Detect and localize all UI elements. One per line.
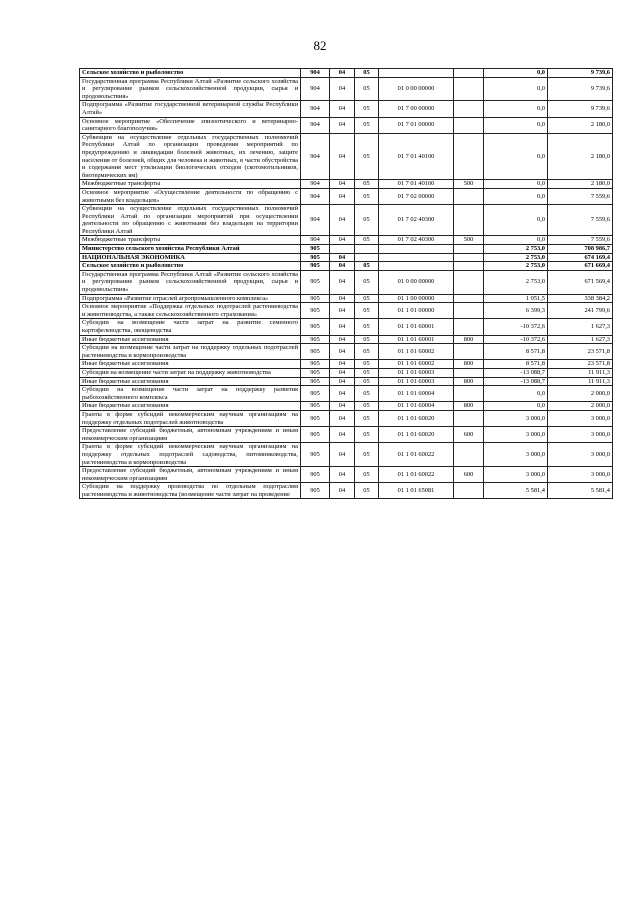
amount-total-cell: 2 180,0 <box>548 180 613 189</box>
subsection-code-cell: 05 <box>355 294 379 303</box>
table-row <box>80 270 613 294</box>
expense-type-cell: 500 <box>454 236 484 245</box>
amount-total-cell: 2 000,0 <box>548 402 613 411</box>
subsection-code-cell: 05 <box>355 133 379 180</box>
subsection-code-cell: 05 <box>355 335 379 344</box>
budget-table-body <box>80 69 613 499</box>
section-code-cell: 04 <box>330 77 355 101</box>
amount-change-cell: 1 051,5 <box>484 294 548 303</box>
amount-total-cell: 2 000,0 <box>548 386 613 402</box>
row-name-cell: Субвенции на осуществление отдельных государственных полномочий Республики Алтай по организации проведения мероприятий по предупреждению и ликвидации болезней животных, их лечению, защите населения от болезней, общих для человека и животных, в части обустройства и содержания мест утилизации биологических отходов (скотомогильников, биотермических ям) <box>80 133 301 180</box>
expense-type-cell <box>454 205 484 236</box>
amount-total-cell: 3 000,0 <box>548 443 613 467</box>
row-name-cell: Подпрограмма «Развитие государственной ветеринарной службы Республики Алтай» <box>80 101 301 117</box>
subsection-code-cell: 05 <box>355 368 379 377</box>
table-row <box>80 360 613 369</box>
ved-code-cell: 904 <box>301 101 330 117</box>
amount-total-cell: 7 559,6 <box>548 205 613 236</box>
subsection-code-cell: 05 <box>355 402 379 411</box>
ved-code-cell: 904 <box>301 180 330 189</box>
target-article-cell: 01 7 01 40100 <box>379 180 454 189</box>
expense-type-cell <box>454 410 484 426</box>
amount-change-cell: 3 000,0 <box>484 467 548 483</box>
amount-change-cell: 0,0 <box>484 402 548 411</box>
amount-total-cell: 2 180,0 <box>548 117 613 133</box>
amount-change-cell: 3 000,0 <box>484 443 548 467</box>
table-row <box>80 253 613 262</box>
target-article-cell <box>379 262 454 271</box>
amount-total-cell: 3 000,0 <box>548 427 613 443</box>
amount-change-cell: 2 753,0 <box>484 245 548 254</box>
row-name-cell: Предоставление субсидий бюджетным, автономным учреждениям и иным некоммерческим организациям <box>80 427 301 443</box>
row-name-cell: Основное мероприятие «Обеспечение эпизоотического и ветеринарно-санитарного благополучия» <box>80 117 301 133</box>
table-row <box>80 443 613 467</box>
subsection-code-cell <box>355 253 379 262</box>
ved-code-cell: 904 <box>301 205 330 236</box>
expense-type-cell <box>454 69 484 78</box>
subsection-code-cell: 05 <box>355 377 379 386</box>
amount-change-cell: 0,0 <box>484 133 548 180</box>
subsection-code-cell: 05 <box>355 467 379 483</box>
target-article-cell: 01 7 02 00000 <box>379 188 454 204</box>
ved-code-cell: 904 <box>301 236 330 245</box>
amount-change-cell: -13 088,7 <box>484 368 548 377</box>
table-row <box>80 344 613 360</box>
target-article-cell: 01 7 02 40300 <box>379 205 454 236</box>
amount-total-cell: 241 799,6 <box>548 303 613 319</box>
table-row <box>80 377 613 386</box>
section-code-cell: 04 <box>330 344 355 360</box>
amount-change-cell: 2 753,0 <box>484 253 548 262</box>
target-article-cell: 01 1 01 00000 <box>379 303 454 319</box>
amount-total-cell: 671 669,4 <box>548 262 613 271</box>
amount-change-cell: -10 372,6 <box>484 319 548 335</box>
amount-total-cell: 9 739,6 <box>548 69 613 78</box>
subsection-code-cell: 05 <box>355 101 379 117</box>
table-row <box>80 402 613 411</box>
row-name-cell: Предоставление субсидий бюджетным, автономным учреждениям и иным некоммерческим организациям <box>80 467 301 483</box>
row-name-cell: Государственная программа Республики Алтай «Развитие сельского хозяйства и регулирование рынков сельскохозяйственной продукции, сырья и продовольствия» <box>80 270 301 294</box>
subsection-code-cell: 05 <box>355 319 379 335</box>
section-code-cell: 04 <box>330 117 355 133</box>
amount-change-cell: -10 372,6 <box>484 335 548 344</box>
section-code-cell: 04 <box>330 101 355 117</box>
table-row <box>80 386 613 402</box>
section-code-cell: 04 <box>330 483 355 499</box>
expense-type-cell <box>454 386 484 402</box>
amount-total-cell: 674 169,4 <box>548 253 613 262</box>
table-row <box>80 101 613 117</box>
amount-change-cell: 2 753,0 <box>484 270 548 294</box>
amount-change-cell: 0,0 <box>484 101 548 117</box>
amount-change-cell: 0,0 <box>484 236 548 245</box>
amount-total-cell: 23 571,8 <box>548 360 613 369</box>
section-code-cell: 04 <box>330 205 355 236</box>
ved-code-cell: 904 <box>301 69 330 78</box>
target-article-cell: 01 7 00 00000 <box>379 101 454 117</box>
target-article-cell: 01 0 00 00000 <box>379 77 454 101</box>
expense-type-cell <box>454 319 484 335</box>
section-code-cell: 04 <box>330 443 355 467</box>
ved-code-cell: 905 <box>301 245 330 254</box>
section-code-cell <box>330 245 355 254</box>
expense-type-cell <box>454 294 484 303</box>
ved-code-cell: 905 <box>301 467 330 483</box>
amount-change-cell: 0,0 <box>484 205 548 236</box>
row-name-cell: Субсидии на возмещение части затрат на поддержку животноводства <box>80 368 301 377</box>
table-row <box>80 188 613 204</box>
target-article-cell: 01 1 01 60001 <box>379 319 454 335</box>
subsection-code-cell: 05 <box>355 360 379 369</box>
expense-type-cell <box>454 133 484 180</box>
ved-code-cell: 905 <box>301 344 330 360</box>
ved-code-cell: 905 <box>301 443 330 467</box>
amount-change-cell: 0,0 <box>484 69 548 78</box>
table-row <box>80 483 613 499</box>
amount-change-cell: 0,0 <box>484 386 548 402</box>
amount-change-cell: 5 581,4 <box>484 483 548 499</box>
section-code-cell: 04 <box>330 294 355 303</box>
expense-type-cell <box>454 303 484 319</box>
expense-type-cell: 600 <box>454 467 484 483</box>
ved-code-cell: 905 <box>301 402 330 411</box>
section-code-cell: 04 <box>330 360 355 369</box>
amount-total-cell: 3 000,0 <box>548 410 613 426</box>
expense-type-cell <box>454 253 484 262</box>
section-code-cell: 04 <box>330 133 355 180</box>
amount-change-cell: 8 571,8 <box>484 360 548 369</box>
section-code-cell: 04 <box>330 410 355 426</box>
row-name-cell: Иные бюджетные ассигнования <box>80 335 301 344</box>
target-article-cell: 01 7 02 40300 <box>379 236 454 245</box>
target-article-cell: 01 1 01 60004 <box>379 386 454 402</box>
table-row <box>80 117 613 133</box>
target-article-cell: 01 1 01 60002 <box>379 360 454 369</box>
subsection-code-cell <box>355 245 379 254</box>
row-name-cell: Субвенции на осуществление отдельных государственных полномочий Республики Алтай по организации мероприятий при осуществлении деятельности по обращению с животными без владельцев на территории Республики Алтай <box>80 205 301 236</box>
expense-type-cell <box>454 483 484 499</box>
row-name-cell: Субсидии на поддержку производства по отдельным подотраслям растениеводства и животноводства (возмещение части затрат на проведение <box>80 483 301 499</box>
ved-code-cell: 905 <box>301 368 330 377</box>
subsection-code-cell: 05 <box>355 270 379 294</box>
amount-total-cell: 1 627,3 <box>548 335 613 344</box>
ved-code-cell: 905 <box>301 253 330 262</box>
row-name-cell: Межбюджетные трансферты <box>80 180 301 189</box>
target-article-cell <box>379 69 454 78</box>
row-name-cell: Сельское хозяйство и рыболовство <box>80 69 301 78</box>
ved-code-cell: 905 <box>301 386 330 402</box>
table-row <box>80 410 613 426</box>
target-article-cell: 01 0 00 00000 <box>379 270 454 294</box>
section-code-cell: 04 <box>330 377 355 386</box>
ved-code-cell: 904 <box>301 188 330 204</box>
amount-total-cell: 7 559,6 <box>548 188 613 204</box>
amount-total-cell: 338 384,2 <box>548 294 613 303</box>
subsection-code-cell: 05 <box>355 427 379 443</box>
row-name-cell: Иные бюджетные ассигнования <box>80 402 301 411</box>
section-code-cell: 04 <box>330 335 355 344</box>
target-article-cell: 01 1 01 60022 <box>379 443 454 467</box>
expense-type-cell <box>454 245 484 254</box>
row-name-cell: Подпрограмма «Развитие отраслей агропромышленного комплекса» <box>80 294 301 303</box>
subsection-code-cell: 05 <box>355 303 379 319</box>
table-row <box>80 133 613 180</box>
section-code-cell: 04 <box>330 467 355 483</box>
ved-code-cell: 905 <box>301 294 330 303</box>
ved-code-cell: 905 <box>301 270 330 294</box>
amount-total-cell: 1 627,3 <box>548 319 613 335</box>
table-row <box>80 335 613 344</box>
ved-code-cell: 905 <box>301 360 330 369</box>
amount-change-cell: 0,0 <box>484 117 548 133</box>
amount-total-cell: 11 911,3 <box>548 377 613 386</box>
subsection-code-cell: 05 <box>355 236 379 245</box>
target-article-cell: 01 1 01 60004 <box>379 402 454 411</box>
amount-change-cell: -13 088,7 <box>484 377 548 386</box>
section-code-cell: 04 <box>330 303 355 319</box>
ved-code-cell: 905 <box>301 377 330 386</box>
section-code-cell: 04 <box>330 180 355 189</box>
amount-change-cell: 3 000,0 <box>484 427 548 443</box>
table-row <box>80 319 613 335</box>
table-row <box>80 180 613 189</box>
expense-type-cell: 800 <box>454 377 484 386</box>
section-code-cell: 04 <box>330 368 355 377</box>
row-name-cell: НАЦИОНАЛЬНАЯ ЭКОНОМИКА <box>80 253 301 262</box>
ved-code-cell: 904 <box>301 133 330 180</box>
expense-type-cell <box>454 344 484 360</box>
expense-type-cell: 600 <box>454 427 484 443</box>
ved-code-cell: 904 <box>301 77 330 101</box>
row-name-cell: Основное мероприятие «Поддержка отдельных подотраслей растениеводства и животноводства, а также сельскохозяйственного страхования» <box>80 303 301 319</box>
subsection-code-cell: 05 <box>355 483 379 499</box>
row-name-cell: Субсидии на возмещение части затрат на поддержку развития рыбохозяйственного комплекса <box>80 386 301 402</box>
expense-type-cell <box>454 188 484 204</box>
ved-code-cell: 905 <box>301 483 330 499</box>
amount-change-cell: 0,0 <box>484 180 548 189</box>
amount-total-cell: 11 911,3 <box>548 368 613 377</box>
expense-type-cell: 500 <box>454 180 484 189</box>
subsection-code-cell: 05 <box>355 180 379 189</box>
row-name-cell: Субсидии на возмещение части затрат на поддержку отдельных подотраслей растениеводства и кормопроизводства <box>80 344 301 360</box>
amount-change-cell: 6 399,3 <box>484 303 548 319</box>
expense-type-cell <box>454 117 484 133</box>
ved-code-cell: 904 <box>301 117 330 133</box>
subsection-code-cell: 05 <box>355 205 379 236</box>
table-row <box>80 245 613 254</box>
row-name-cell: Гранты в форме субсидий некоммерческим научным организациям на поддержку отдельных подотраслей садоводства, питомниководства, растениеводства и кормопроизводства <box>80 443 301 467</box>
ved-code-cell: 905 <box>301 262 330 271</box>
section-code-cell: 04 <box>330 427 355 443</box>
table-row <box>80 77 613 101</box>
table-row <box>80 303 613 319</box>
subsection-code-cell: 05 <box>355 410 379 426</box>
row-name-cell: Основное мероприятие «Осуществление деятельности по обращению с животными без владельцев» <box>80 188 301 204</box>
section-code-cell: 04 <box>330 253 355 262</box>
subsection-code-cell: 05 <box>355 77 379 101</box>
target-article-cell <box>379 245 454 254</box>
section-code-cell: 04 <box>330 262 355 271</box>
target-article-cell: 01 1 01 60020 <box>379 410 454 426</box>
amount-total-cell: 2 180,0 <box>548 133 613 180</box>
ved-code-cell: 905 <box>301 335 330 344</box>
expense-type-cell <box>454 443 484 467</box>
target-article-cell: 01 1 01 65081 <box>379 483 454 499</box>
target-article-cell: 01 7 01 40100 <box>379 133 454 180</box>
row-name-cell: Иные бюджетные ассигнования <box>80 377 301 386</box>
row-name-cell: Министерство сельского хозяйства Республики Алтай <box>80 245 301 254</box>
target-article-cell: 01 1 01 60020 <box>379 427 454 443</box>
ved-code-cell: 905 <box>301 410 330 426</box>
expense-type-cell <box>454 101 484 117</box>
expense-type-cell: 800 <box>454 335 484 344</box>
target-article-cell: 01 1 01 60003 <box>379 377 454 386</box>
expense-type-cell <box>454 270 484 294</box>
amount-total-cell: 671 569,4 <box>548 270 613 294</box>
target-article-cell: 01 1 01 60002 <box>379 344 454 360</box>
table-row <box>80 294 613 303</box>
row-name-cell: Сельское хозяйство и рыболовство <box>80 262 301 271</box>
section-code-cell: 04 <box>330 402 355 411</box>
target-article-cell: 01 1 01 60022 <box>379 467 454 483</box>
subsection-code-cell: 05 <box>355 117 379 133</box>
target-article-cell: 01 7 01 00000 <box>379 117 454 133</box>
subsection-code-cell: 05 <box>355 443 379 467</box>
subsection-code-cell: 05 <box>355 262 379 271</box>
expense-type-cell <box>454 368 484 377</box>
row-name-cell: Государственная программа Республики Алтай «Развитие сельского хозяйства и регулирование рынков сельскохозяйственной продукции, сырья и продовольствия» <box>80 77 301 101</box>
table-row <box>80 205 613 236</box>
amount-total-cell: 7 559,6 <box>548 236 613 245</box>
subsection-code-cell: 05 <box>355 344 379 360</box>
table-row <box>80 69 613 78</box>
table-row <box>80 427 613 443</box>
amount-change-cell: 3 000,0 <box>484 410 548 426</box>
section-code-cell: 04 <box>330 236 355 245</box>
subsection-code-cell: 05 <box>355 188 379 204</box>
amount-total-cell: 9 739,6 <box>548 77 613 101</box>
row-name-cell: Субсидии на возмещение части затрат на развитие семенного картофелеводства, овощеводства <box>80 319 301 335</box>
page-number: 82 <box>313 38 327 53</box>
table-row <box>80 236 613 245</box>
amount-total-cell: 9 739,6 <box>548 101 613 117</box>
amount-total-cell: 5 581,4 <box>548 483 613 499</box>
amount-total-cell: 23 571,8 <box>548 344 613 360</box>
section-code-cell: 04 <box>330 270 355 294</box>
expense-type-cell: 800 <box>454 360 484 369</box>
ved-code-cell: 905 <box>301 427 330 443</box>
subsection-code-cell: 05 <box>355 386 379 402</box>
table-row <box>80 467 613 483</box>
subsection-code-cell: 05 <box>355 69 379 78</box>
row-name-cell: Гранты в форме субсидий некоммерческим научным организациям на поддержку отдельных подотраслей животноводства <box>80 410 301 426</box>
target-article-cell: 01 1 00 00000 <box>379 294 454 303</box>
amount-change-cell: 2 753,0 <box>484 262 548 271</box>
table-row <box>80 368 613 377</box>
expense-type-cell <box>454 77 484 101</box>
section-code-cell: 04 <box>330 69 355 78</box>
table-row <box>80 262 613 271</box>
target-article-cell: 01 1 01 60001 <box>379 335 454 344</box>
section-code-cell: 04 <box>330 188 355 204</box>
amount-total-cell: 708 986,7 <box>548 245 613 254</box>
amount-change-cell: 0,0 <box>484 77 548 101</box>
row-name-cell: Иные бюджетные ассигнования <box>80 360 301 369</box>
budget-table <box>79 68 613 499</box>
target-article-cell <box>379 253 454 262</box>
amount-change-cell: 0,0 <box>484 188 548 204</box>
row-name-cell: Межбюджетные трансферты <box>80 236 301 245</box>
amount-change-cell: 8 571,8 <box>484 344 548 360</box>
target-article-cell: 01 1 01 60003 <box>379 368 454 377</box>
ved-code-cell: 905 <box>301 303 330 319</box>
expense-type-cell: 800 <box>454 402 484 411</box>
section-code-cell: 04 <box>330 386 355 402</box>
expense-type-cell <box>454 262 484 271</box>
section-code-cell: 04 <box>330 319 355 335</box>
ved-code-cell: 905 <box>301 319 330 335</box>
amount-total-cell: 3 000,0 <box>548 467 613 483</box>
